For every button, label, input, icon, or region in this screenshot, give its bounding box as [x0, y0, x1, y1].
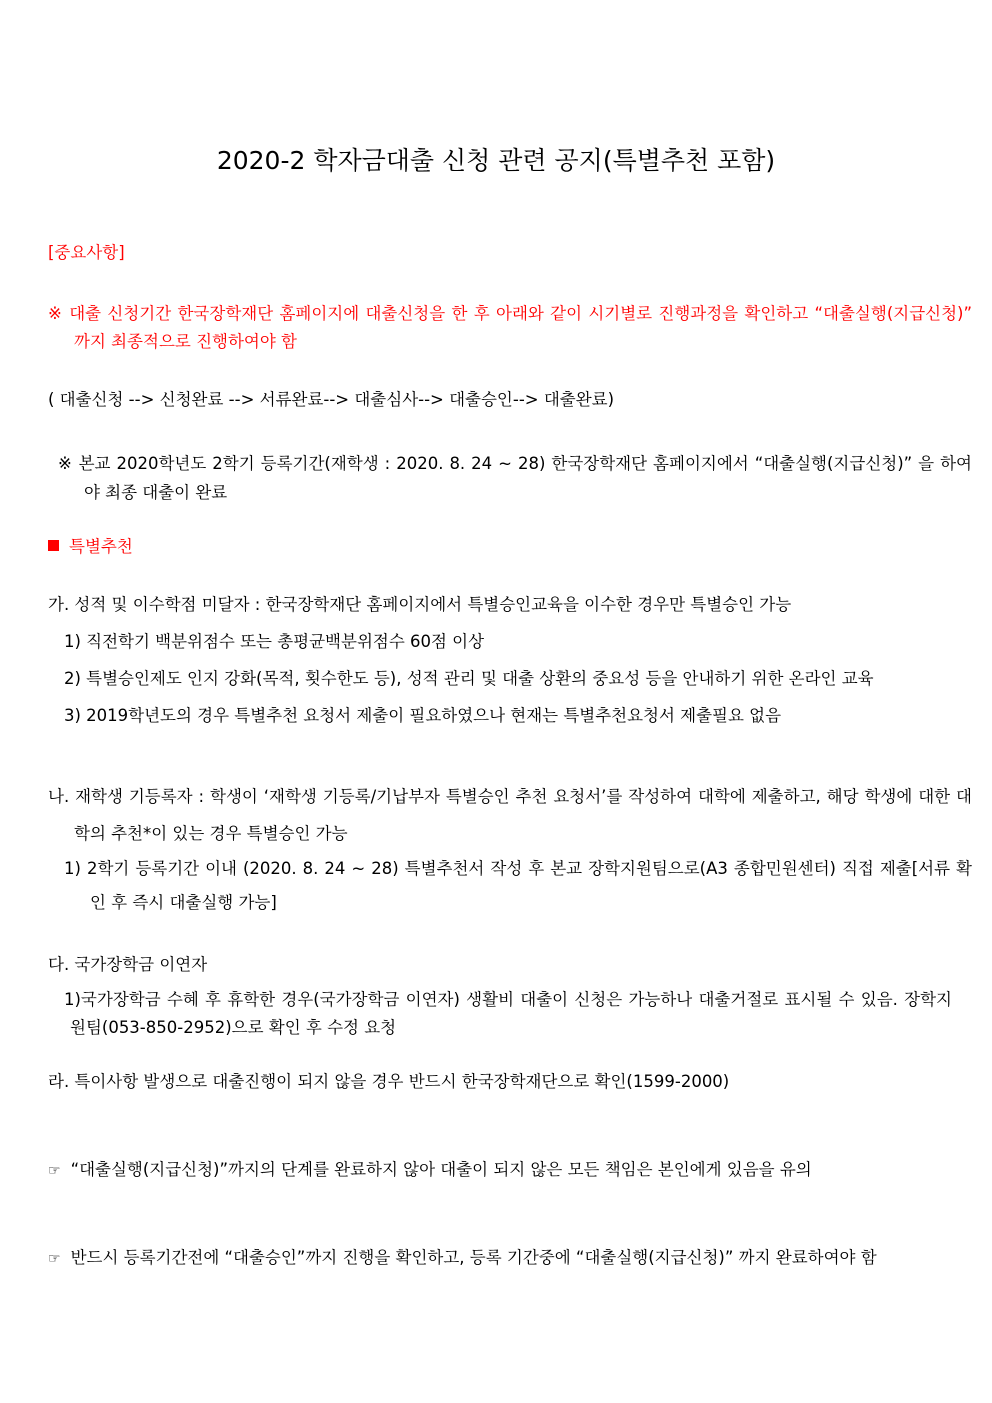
section-c-title: 다. 국가장학금 이연자: [48, 955, 208, 974]
notice-1-text: “대출실행(지급신청)”까지의 단계를 완료하지 않아 대출이 되지 않은 모든 책임은 본인에게 있음을 유의: [70, 1160, 812, 1179]
pointing-hand-icon: ☞: [48, 1163, 61, 1179]
section-b-title: 나. 재학생 기등록자 : 학생이 ‘재학생 기등록/기납부자 특별승인 추천 요청서’를 작성하여 대학에 제출하고, 해당 학생에 대한 대학의 추천*이 있는 경우 특별승인 가능: [48, 787, 972, 843]
section-c-item-1: 1)국가장학금 수혜 후 휴학한 경우(국가장학금 이연자) 생활비 대출이 신청은 가능하나 대출거절로 표시될 수 있음. 장학지원팀(053-850-2952)으로 확인 후 수정 요청: [64, 990, 952, 1037]
registration-note: ※ 본교 2020학년도 2학기 등록기간(재학생 : 2020. 8. 24 ~ 28) 한국장학재단 홈페이지에서 “대출실행(지급신청)” 을 하여야 최종 대출이 완료: [58, 454, 972, 502]
notice-2-text: 반드시 등록기간전에 “대출승인”까지 진행을 확인하고, 등록 기간중에 “대출실행(지급신청)” 까지 완료하여야 함: [70, 1248, 877, 1267]
page-title: 2020-2 학자금대출 신청 관련 공지(특별추천 포함): [216, 146, 776, 175]
section-a-item-1: 1) 직전학기 백분위점수 또는 총평균백분위점수 60점 이상: [64, 632, 485, 651]
notice-1: [48, 1160, 812, 1181]
notice-2: [48, 1248, 877, 1269]
section-a-title: 가. 성적 및 이수학점 미달자 : 한국장학재단 홈페이지에서 특별승인교육을 이수한 경우만 특별승인 가능: [48, 595, 792, 614]
special-heading-label: 특별추천: [69, 537, 133, 556]
red-square-icon: [48, 540, 59, 551]
special-heading: [48, 537, 133, 558]
pointing-hand-icon: ☞: [48, 1251, 61, 1267]
important-note: ※ 대출 신청기간 한국장학재단 홈페이지에 대출신청을 한 후 아래와 같이 시기별로 진행과정을 확인하고 “대출실행(지급신청)” 까지 최종적으로 진행하여야 함: [48, 304, 972, 351]
section-a-item-3: 3) 2019학년도의 경우 특별추천 요청서 제출이 필요하였으나 현재는 특별추천요청서 제출필요 없음: [64, 706, 782, 725]
section-d-title: 라. 특이사항 발생으로 대출진행이 되지 않을 경우 반드시 한국장학재단으로 확인(1599-2000): [48, 1072, 730, 1091]
section-a-item-2: 2) 특별승인제도 인지 강화(목적, 횟수한도 등), 성적 관리 및 대출 상환의 중요성 등을 안내하기 위한 온라인 교육: [64, 669, 874, 688]
process-flow: ( 대출신청 --> 신청완료 --> 서류완료--> 대출심사--> 대출승인--> 대출완료): [48, 390, 615, 409]
important-heading: [중요사항]: [48, 243, 125, 262]
section-b-item-1: 1) 2학기 등록기간 이내 (2020. 8. 24 ~ 28) 특별추천서 작성 후 본교 장학지원팀으로(A3 종합민원센터) 직접 제출[서류 확인 후 즉시 대출실행 가능]: [64, 859, 972, 912]
